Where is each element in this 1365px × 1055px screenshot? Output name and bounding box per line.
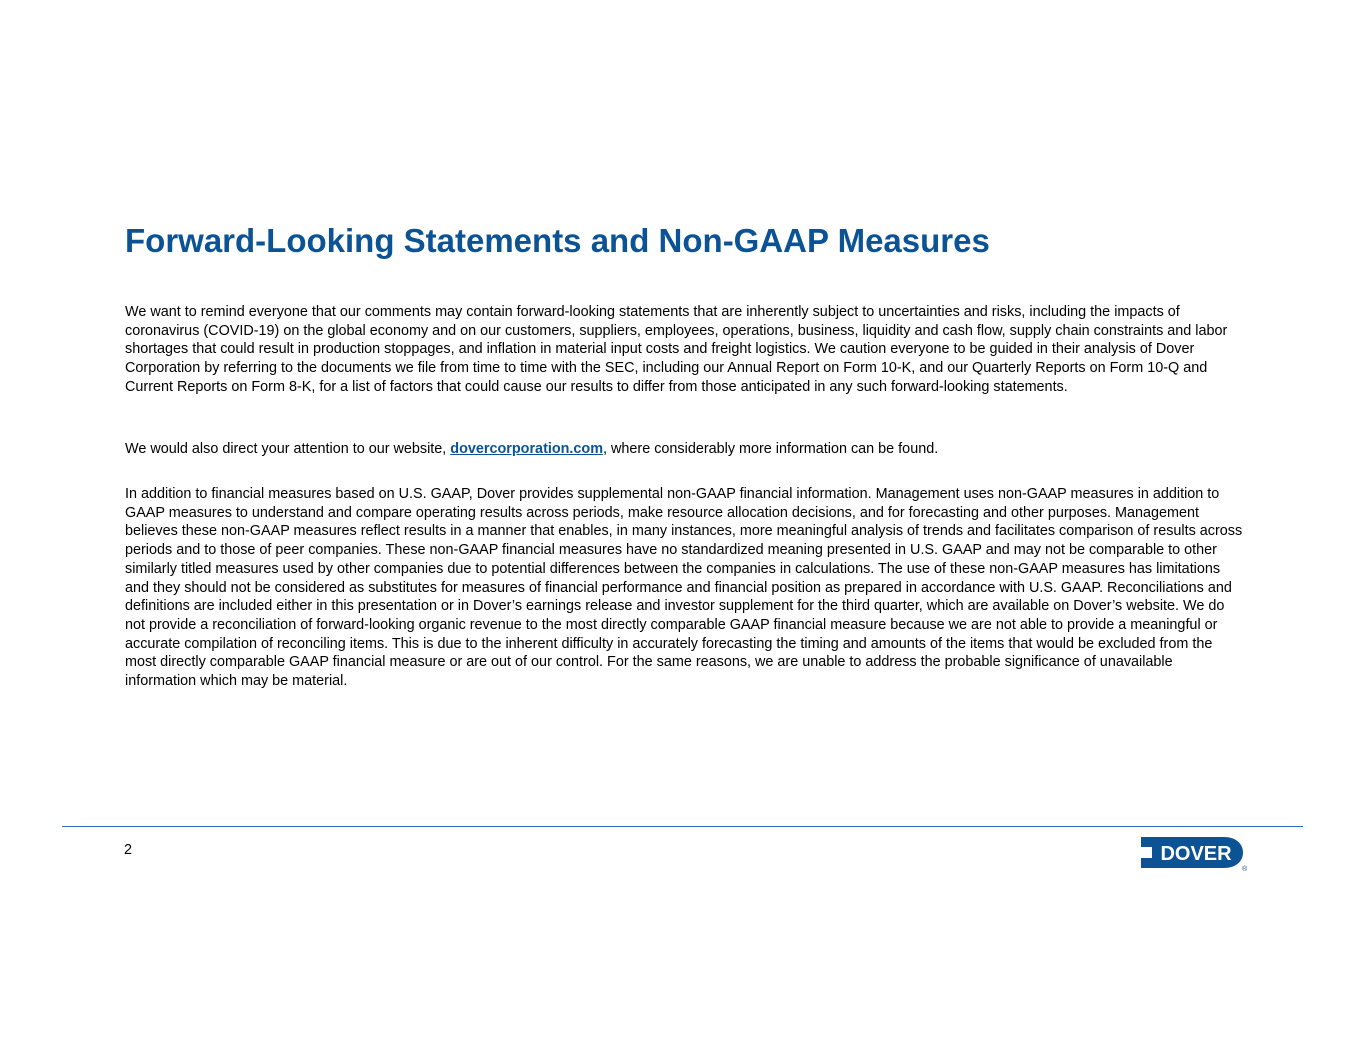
website-text-after: , where considerably more information can be found. <box>603 441 939 457</box>
website-text-before: We would also direct your attention to our website, <box>125 441 451 457</box>
logo-wordmark: DOVER <box>1160 843 1232 865</box>
website-paragraph <box>125 440 1243 459</box>
website-link[interactable]: dovercorporation.com <box>450 441 604 457</box>
registered-mark: ® <box>1242 866 1248 872</box>
page-number: 2 <box>124 842 133 858</box>
slide-title: Forward-Looking Statements and Non-GAAP Measures <box>125 222 990 259</box>
forward-looking-paragraph: We want to remind everyone that our comments may contain forward-looking statements that are inherently subject to uncertainties and risks, including the impacts of coronavirus (COVID-19) on the global economy and on our customers, suppliers, employees, operations, business, liquidity and cash flow, supply chain constraints and labor shortages that could result in production stoppages, and inflation in material input costs and freight logistics. We caution everyone to be guided in their analysis of Dover Corporation by referring to the documents we file from time to time with the SEC, including our Annual Report on Form 10-K, and our Quarterly Reports on Form 10-Q and Current Reports on Form 8-K, for a list of factors that could cause our results to differ from those anticipated in any such forward-looking statements. <box>125 304 1228 395</box>
dover-logo-mark <box>1140 834 1248 872</box>
dover-logo <box>1140 834 1248 877</box>
footer-divider <box>62 826 1303 827</box>
non-gaap-paragraph: In addition to financial measures based on U.S. GAAP, Dover provides supplemental non-GAAP financial information. Management uses non-GAAP measures in addition to GAAP measures to understand and compare operating results across periods, make resource allocation decisions, and for forecasting and other purposes. Management believes these non-GAAP measures reflect results in a manner that enables, in many instances, more meaningful analysis of trends and facilitates comparison of results across periods and to those of peer companies. These non-GAAP financial measures have no standardized meaning presented in U.S. GAAP and may not be comparable to other similarly titled measures used by other companies due to potential differences between the companies in calculations. The use of these non-GAAP measures has limitations and they should not be considered as substitutes for measures of financial performance and financial position as prepared in accordance with U.S. GAAP. Reconciliations and definitions are included either in this presentation or in Dover’s earnings release and investor supplement for the third quarter, which are available on Dover’s website. We do not provide a reconciliation of forward-looking organic revenue to the most directly comparable GAAP financial measure because we are not able to provide a meaningful or accurate compilation of reconciling items. This is due to the inherent difficulty in accurately forecasting the timing and amounts of the items that would be excluded from the most directly comparable GAAP financial measure or are out of our control. For the same reasons, we are unable to address the probable significance of unavailable information which may be material. <box>125 486 1243 690</box>
